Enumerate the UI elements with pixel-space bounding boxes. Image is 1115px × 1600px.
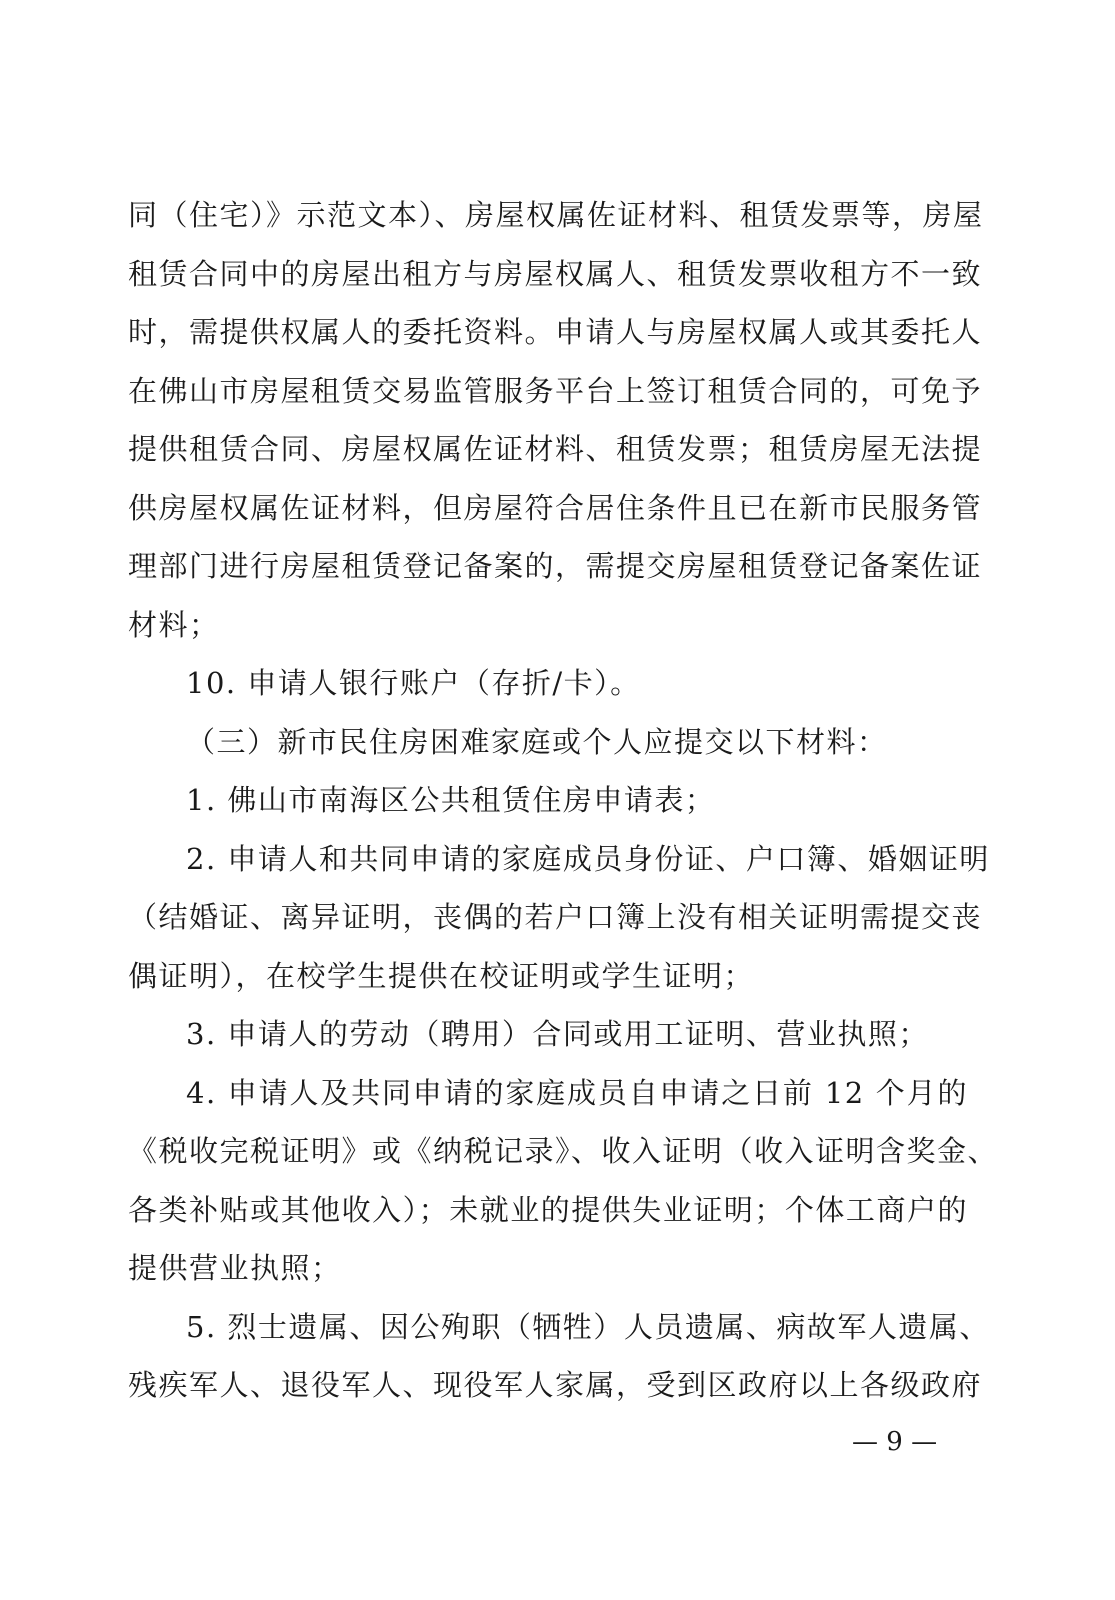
list-item: 3. 申请人的劳动（聘用）合同或用工证明、营业执照； bbox=[186, 1017, 929, 1051]
list-item: 10. 申请人银行账户（存折/卡）。 bbox=[186, 666, 641, 700]
list-item: 5. 烈士遗属、因公殉职（牺牲）人员遗属、病故军人遗属、 bbox=[186, 1309, 990, 1344]
text-line: 理部门进行房屋租赁登记备案的，需提交房屋租赁登记备案佐证 bbox=[128, 549, 983, 583]
text-line: 提供营业执照； bbox=[128, 1251, 342, 1285]
text-line: 同（住宅）》示范文本）、房屋权属佐证材料、租赁发票等，房屋 bbox=[128, 198, 984, 232]
page-number: — 9 — bbox=[852, 1427, 938, 1457]
text-line: （结婚证、离异证明，丧偶的若户口簿上没有相关证明需提交丧 bbox=[128, 900, 983, 934]
text-line: 残疾军人、退役军人、现役军人家属，受到区政府以上各级政府 bbox=[128, 1368, 983, 1402]
text-line: 提供租赁合同、房屋权属佐证材料、租赁发票；租赁房屋无法提 bbox=[128, 432, 983, 466]
text-line: 租赁合同中的房屋出租方与房屋权属人、租赁发票收租方不一致 bbox=[128, 256, 983, 291]
text-line: 《税收完税证明》或《纳税记录》、收入证明（收入证明含奖金、 bbox=[128, 1134, 999, 1168]
text-line: 时，需提供权属人的委托资料。申请人与房屋权属人或其委托人 bbox=[128, 315, 983, 349]
list-item: 2. 申请人和共同申请的家庭成员身份证、户口簿、婚姻证明 bbox=[186, 841, 990, 876]
text-line: 各类补贴或其他收入）；未就业的提供失业证明；个体工商户的 bbox=[128, 1192, 968, 1227]
section-heading: （三）新市民住房困难家庭或个人应提交以下材料： bbox=[186, 724, 888, 759]
list-item: 4. 申请人及共同申请的家庭成员自申请之日前 12 个月的 bbox=[186, 1075, 968, 1110]
text-line: 偶证明），在校学生提供在校证明或学生证明； bbox=[128, 958, 755, 993]
text-line: 供房屋权属佐证材料，但房屋符合居住条件且已在新市民服务管 bbox=[128, 490, 983, 525]
body-text bbox=[128, 186, 999, 1415]
list-item: 1. 佛山市南海区公共租赁住房申请表； bbox=[186, 783, 716, 817]
text-line: 材料； bbox=[128, 607, 220, 642]
text-line: 在佛山市房屋租赁交易监管服务平台上签订租赁合同的，可免予 bbox=[128, 373, 983, 408]
